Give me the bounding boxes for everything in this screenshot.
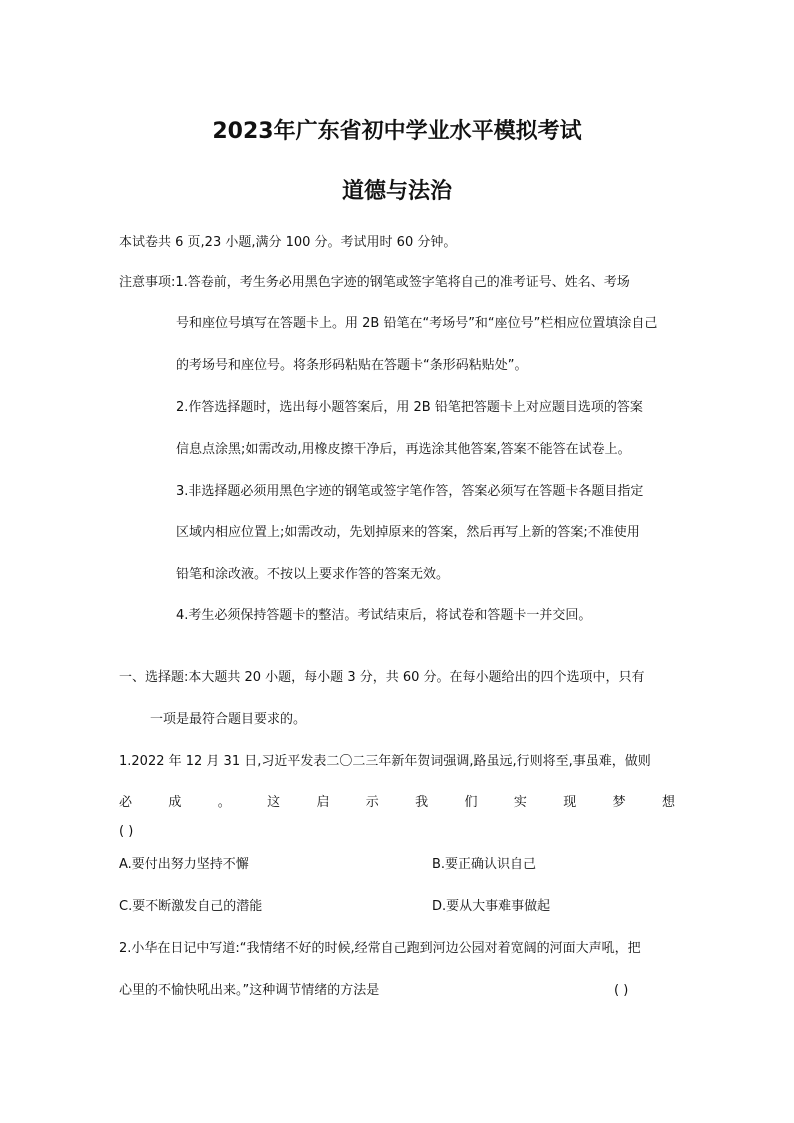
stem-char: 这 — [267, 795, 281, 810]
section-heading-cont: 一项是最符合题目要求的。 — [150, 712, 307, 727]
question-2-stem: 2.小华在日记中写道:“我情绪不好的时候,经常自己跑到河边公园对着宽阔的河面大声吼，把 — [119, 941, 641, 956]
stem-char: 。 — [217, 795, 231, 810]
stem-char: 想 — [661, 795, 675, 810]
stem-char: 我 — [415, 795, 429, 810]
intro-text: 本试卷共 6 页,23 小题,满分 100 分。考试用时 60 分钟。 — [119, 235, 457, 250]
answer-blank: ( ) — [119, 824, 134, 839]
question-1-stem: 1.2022 年 12 月 31 日,习近平发表二〇二三年新年贺词强调,路虽远,行则将至,事虽难，做则 — [119, 754, 651, 769]
notice-line: 3.非选择题必须用黑色字迹的钢笔或签字笔作答，答案必须写在答题卡各题目指定 — [176, 484, 644, 499]
question-1-stem-cont — [119, 793, 675, 813]
notice-line: 4.考生必须保持答题卡的整洁。考试结束后，将试卷和答题卡一并交回。 — [176, 608, 592, 623]
stem-char: 启 — [316, 795, 330, 810]
notice-line: 信息点涂黑;如需改动,用橡皮擦干净后，再选涂其他答案,答案不能答在试卷上。 — [176, 442, 631, 457]
stem-char: 梦 — [612, 795, 626, 810]
stem-char: 们 — [464, 795, 478, 810]
subject-title: 道德与法治 — [341, 179, 452, 204]
notice-line: 铅笔和涂改液。不按以上要求作答的答案无效。 — [176, 567, 450, 582]
stem-char: 成 — [168, 795, 182, 810]
option-d: D.要从大事难事做起 — [432, 899, 551, 914]
notice-line: 注意事项:1.答卷前，考生务必用黑色字迹的钢笔或签字笔将自己的准考证号、姓名、考场 — [119, 275, 630, 290]
stem-char: 必 — [119, 795, 133, 810]
section-heading: 一、选择题:本大题共 20 小题，每小题 3 分，共 60 分。在每小题给出的四个选项中，只有 — [119, 670, 645, 685]
exam-title: 2023年广东省初中学业水平模拟考试 — [212, 119, 582, 144]
option-b: B.要正确认识自己 — [432, 857, 537, 872]
stem-char: 示 — [365, 795, 379, 810]
notice-line: 2.作答选择题时，选出每小题答案后，用 2B 铅笔把答题卡上对应题目选项的答案 — [176, 400, 643, 415]
notice-line: 号和座位号填写在答题卡上。用 2B 铅笔在“考场号”和“座位号”栏相应位置填涂自己 — [176, 316, 658, 331]
question-2-stem-cont: 心里的不愉快吼出来。”这种调节情绪的方法是 — [119, 983, 380, 998]
option-a: A.要付出努力坚持不懈 — [119, 857, 249, 872]
notice-line: 区域内相应位置上;如需改动，先划掉原来的答案，然后再写上新的答案;不准使用 — [176, 525, 640, 540]
stem-char: 实 — [513, 795, 527, 810]
option-c: C.要不断激发自己的潜能 — [119, 899, 263, 914]
stem-char: 现 — [563, 795, 577, 810]
answer-blank: ( ) — [614, 983, 629, 998]
notice-line: 的考场号和座位号。将条形码粘贴在答题卡“条形码粘贴处”。 — [176, 358, 528, 373]
